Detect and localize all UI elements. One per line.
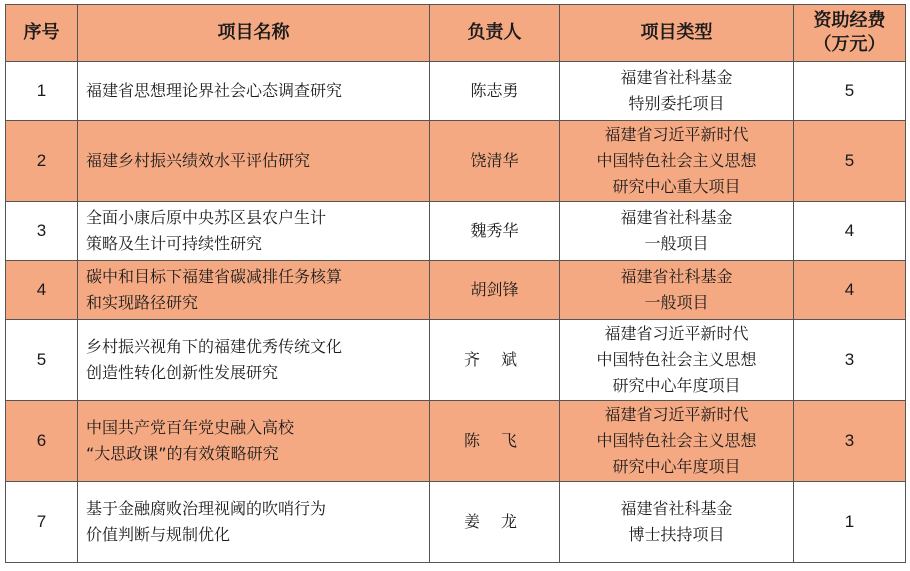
row-no: 2 xyxy=(6,121,78,202)
header-fund-line2: （万元） xyxy=(813,34,886,55)
title-line: 碳中和目标下福建省碳减排任务核算 xyxy=(86,267,343,286)
table-row xyxy=(6,482,906,563)
type-line: 博士扶持项目 xyxy=(628,525,725,544)
row-title xyxy=(78,320,430,401)
row-title xyxy=(78,202,430,261)
type-line: 福建省习近平新时代 xyxy=(604,125,749,144)
type-line: 福建省习近平新时代 xyxy=(604,405,749,424)
row-title xyxy=(78,482,430,563)
table-row xyxy=(6,202,906,261)
row-type xyxy=(560,320,794,401)
row-fund: 1 xyxy=(794,482,906,563)
row-fund: 3 xyxy=(794,320,906,401)
row-no: 6 xyxy=(6,401,78,482)
row-type xyxy=(560,482,794,563)
type-line: 福建省社科基金 xyxy=(620,499,733,518)
row-leader: 姜 龙 xyxy=(430,482,560,563)
row-no: 4 xyxy=(6,261,78,320)
header-fund-line1: 资助经费 xyxy=(813,10,886,31)
type-line: 中国特色社会主义思想 xyxy=(596,151,757,170)
type-line: 福建省社科基金 xyxy=(620,267,733,286)
title-line: 福建省思想理论界社会心态调查研究 xyxy=(86,81,343,100)
row-type xyxy=(560,202,794,261)
row-title xyxy=(78,261,430,320)
table-row xyxy=(6,401,906,482)
row-leader: 魏秀华 xyxy=(430,202,560,261)
type-line: 中国特色社会主义思想 xyxy=(596,350,757,369)
row-no: 5 xyxy=(6,320,78,401)
row-type xyxy=(560,62,794,121)
funding-table xyxy=(5,4,906,563)
type-line: 一般项目 xyxy=(644,293,709,312)
header-no: 序号 xyxy=(6,5,78,62)
row-type xyxy=(560,261,794,320)
title-line: 策略及生计可持续性研究 xyxy=(86,234,263,253)
header-fund xyxy=(794,5,906,62)
row-title xyxy=(78,401,430,482)
title-line: 中国共产党百年党史融入高校 xyxy=(86,418,295,437)
title-line: 福建乡村振兴绩效水平评估研究 xyxy=(86,151,311,170)
row-leader: 陈志勇 xyxy=(430,62,560,121)
table-row xyxy=(6,62,906,121)
row-type xyxy=(560,401,794,482)
title-line: 价值判断与规制优化 xyxy=(86,525,231,544)
row-no: 3 xyxy=(6,202,78,261)
row-fund: 4 xyxy=(794,202,906,261)
title-line: 乡村振兴视角下的福建优秀传统文化 xyxy=(86,337,343,356)
row-title xyxy=(78,121,430,202)
table-row xyxy=(6,320,906,401)
title-line: 基于金融腐败治理视阈的吹哨行为 xyxy=(86,499,327,518)
row-fund: 4 xyxy=(794,261,906,320)
row-leader: 饶清华 xyxy=(430,121,560,202)
header-type: 项目类型 xyxy=(560,5,794,62)
type-line: 福建省社科基金 xyxy=(620,208,733,227)
row-leader: 齐 斌 xyxy=(430,320,560,401)
row-leader: 胡剑锋 xyxy=(430,261,560,320)
type-line: 研究中心年度项目 xyxy=(612,376,741,395)
row-type xyxy=(560,121,794,202)
title-line: 全面小康后原中央苏区县农户生计 xyxy=(86,208,327,227)
table-row xyxy=(6,121,906,202)
type-line: 福建省社科基金 xyxy=(620,68,733,87)
row-fund: 5 xyxy=(794,121,906,202)
type-line: 特别委托项目 xyxy=(628,94,725,113)
header-row xyxy=(6,5,906,62)
title-line: “大思政课”的有效策略研究 xyxy=(86,444,279,463)
row-fund: 3 xyxy=(794,401,906,482)
table-row xyxy=(6,261,906,320)
type-line: 中国特色社会主义思想 xyxy=(596,431,757,450)
row-leader: 陈 飞 xyxy=(430,401,560,482)
title-line: 创造性转化创新性发展研究 xyxy=(86,363,279,382)
row-no: 1 xyxy=(6,62,78,121)
row-no: 7 xyxy=(6,482,78,563)
type-line: 福建省习近平新时代 xyxy=(604,324,749,343)
type-line: 研究中心年度项目 xyxy=(612,457,741,476)
row-fund: 5 xyxy=(794,62,906,121)
type-line: 研究中心重大项目 xyxy=(612,177,741,196)
type-line: 一般项目 xyxy=(644,234,709,253)
title-line: 和实现路径研究 xyxy=(86,293,199,312)
header-title: 项目名称 xyxy=(78,5,430,62)
header-leader: 负责人 xyxy=(430,5,560,62)
row-title xyxy=(78,62,430,121)
